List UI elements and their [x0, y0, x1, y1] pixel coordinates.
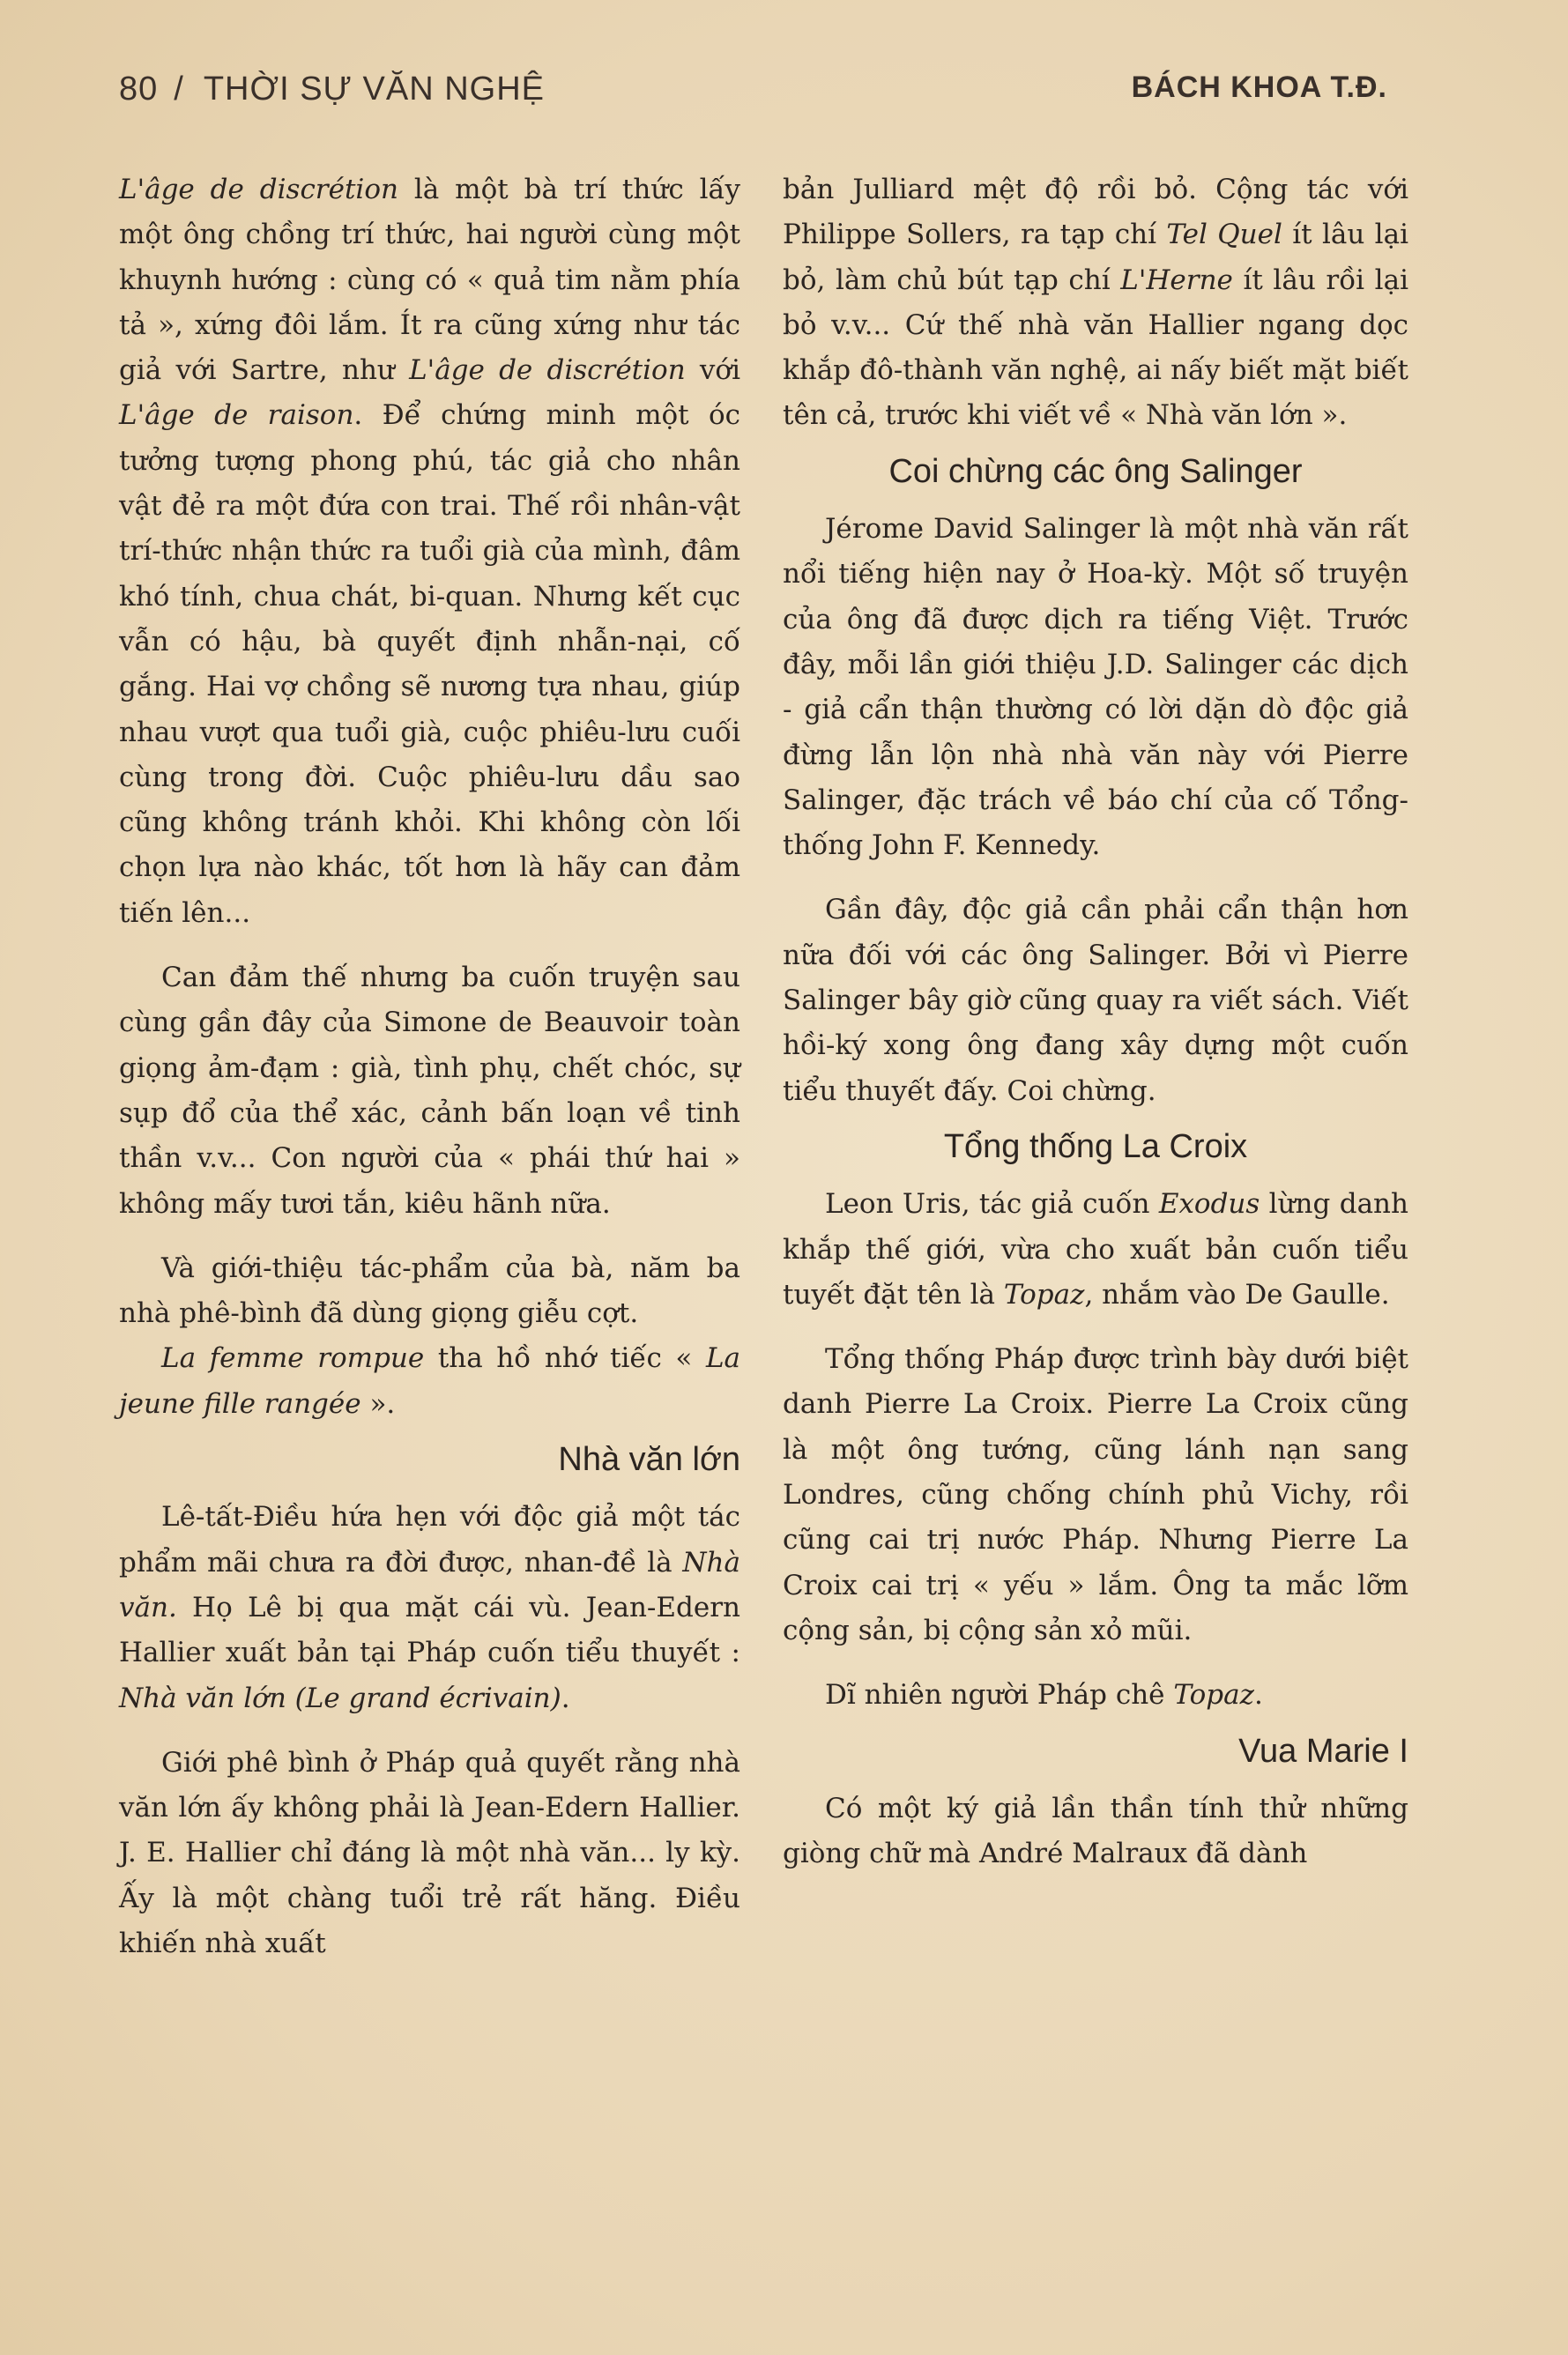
paragraph	[119, 1336, 740, 1427]
left-column	[119, 167, 740, 1966]
paragraph: Gần đây, độc giả cần phải cẩn thận hơn nữa đối với các ông Salinger. Bởi vì Pierre Salinger bây giờ cũng quay ra viết sách. Viết hồi-ký xong ông đang xây dựng một cuốn tiểu thuyết đấy. Coi chừng.	[783, 894, 1408, 1107]
text-span: ít lâu rồi lại bỏ v.v... Cứ thế nhà văn Hallier ngang dọc khắp đô-thành văn nghệ, ai nấy biết mặt biết tên cả, trước khi viết về « Nhà văn lớn ».	[783, 264, 1408, 432]
text-span: ít lâu lại bỏ, làm chủ bút tạp chí	[783, 219, 1408, 296]
section-heading: Coi chừng các ông Salinger	[888, 452, 1303, 490]
italic-title: Topaz	[1173, 1679, 1254, 1712]
text-span: với	[685, 354, 740, 387]
paragraph: Và giới-thiệu tác-phẩm của bà, năm ba nhà phê-bình đã dùng giọng giễu cợt.	[119, 1252, 740, 1330]
italic-title: L'âge de discrétion	[119, 174, 398, 205]
text-span: bản Julliard mệt độ rồi bỏ. Cộng tác với Philippe Sollers, ra tạp chí	[783, 174, 1408, 251]
paragraph: Can đảm thế nhưng ba cuốn truyện sau cùng gần đây của Simone de Beauvoir toàn giọng ảm-đạm : già, tình phụ, chết chóc, sự sụp đổ của thể xác, cảnh bấn loạn về tinh thần v.v... Con người của « phái thứ hai » không mấy tươi tắn, kiêu hãnh nữa.	[119, 962, 740, 1220]
page-number: 80	[119, 71, 159, 108]
paragraph	[783, 1182, 1408, 1318]
italic-title: L'âge de discrétion	[409, 354, 686, 387]
italic-title: Nhà văn lớn (Le grand écrivain)	[119, 1682, 561, 1714]
text-span: tha hồ nhớ tiếc «	[424, 1342, 706, 1375]
italic-title: Exodus	[1158, 1188, 1260, 1221]
paragraph: Có một ký giả lần thần tính thử những giòng chữ mà André Malraux đã dành	[783, 1792, 1408, 1870]
paragraph	[119, 1495, 740, 1720]
text-span: .	[1253, 1679, 1263, 1712]
right-column	[783, 167, 1408, 1876]
section-heading: Nhà văn lớn	[558, 1441, 740, 1479]
section-heading: Vua Marie I	[1238, 1732, 1408, 1770]
italic-title: La femme rompue	[161, 1342, 425, 1375]
header-separator: /	[174, 71, 184, 108]
text-span: Leon Uris, tác giả cuốn	[825, 1188, 1159, 1221]
text-span: là một bà trí thức lấy một ông chồng trí thức, hai người cùng một khuynh hướng : cùng có « quả tim nằm phía tả », xứng đôi lắm. Ít ra cũng xứng như tác giả với Sartre, như	[119, 174, 741, 387]
paragraph: Giới phê bình ở Pháp quả quyết rằng nhà văn lớn ấy không phải là Jean-Edern Hallier. J. E. Hallier chỉ đáng là một nhà văn... ly kỳ. Ấy là một chàng tuổi trẻ rất hăng. Điều khiến nhà xuất	[119, 1746, 740, 1959]
text-span: .	[561, 1682, 570, 1714]
header-left	[119, 71, 545, 108]
running-header	[119, 71, 1387, 123]
italic-title: L'Herne	[1120, 264, 1233, 296]
italic-title: Nhà văn.	[119, 1546, 740, 1623]
italic-title: Topaz	[1003, 1278, 1085, 1311]
text-span: Họ Lê bị qua mặt cái vù. Jean-Edern Hallier xuất bản tại Pháp cuốn tiểu thuyết :	[119, 1591, 740, 1669]
paragraph	[119, 167, 740, 936]
section-title: THỜI SỰ VĂN NGHỆ	[203, 71, 546, 108]
text-span: lừng danh khắp thế giới, vừa cho xuất bản cuốn tiểu tuyết đặt tên là	[783, 1188, 1408, 1311]
text-span: ».	[360, 1387, 396, 1420]
magazine-title: BÁCH KHOA T.Đ.	[1131, 71, 1387, 104]
text-span: . Để chứng minh một óc tưởng tượng phong phú, tác giả cho nhân vật đẻ ra một đứa con trai. Thế rồi nhân-vật trí-thức nhận thức ra tuổi già của mình, đâm khó tính, chua chát, bi-quan. Nhưng kết cục vẫn có hậu, bà quyết định nhẫn-nại, cố gắng. Hai vợ chồng sẽ nương tựa nhau, giúp nhau vượt qua tuổi già, cuộc phiêu-lưu cuối cùng trong đời. Cuộc phiêu-lưu dầu sao cũng không tránh khỏi. Khi không còn lối chọn lựa nào khác, tốt hơn là hãy can đảm tiến lên...	[119, 399, 740, 929]
paragraph	[783, 1673, 1408, 1718]
paragraph: Tổng thống Pháp được trình bày dưới biệt danh Pierre La Croix. Pierre La Croix cũng là một ông tướng, cũng lánh nạn sang Londres, cũng chống chính phủ Vichy, rồi cũng cai trị nước Pháp. Nhưng Pierre La Croix cai trị « yếu » lắm. Ông ta mắc lỡm cộng sản, bị cộng sản xỏ mũi.	[783, 1343, 1408, 1646]
section-heading: Tổng thống La Croix	[943, 1127, 1248, 1165]
text-span: , nhắm vào De Gaulle.	[1084, 1278, 1390, 1311]
italic-title: La jeune fille rangée	[119, 1342, 741, 1420]
text-span: Dĩ nhiên người Pháp chê	[825, 1679, 1174, 1712]
text-span: Lê-tất-Điều hứa hẹn với độc giả một tác phẩm mãi chưa ra đời được, nhan-đề là	[119, 1501, 740, 1579]
italic-title: L'âge de raison	[119, 399, 354, 432]
paragraph: Jérome David Salinger là một nhà văn rất nổi tiếng hiện nay ở Hoa-kỳ. Một số truyện của ông đã được dịch ra tiếng Việt. Trước đây, mỗi lần giới thiệu J.D. Salinger các dịch - giả cẩn thận thường có lời dặn dò độc giả đừng lẫn lộn nhà nhà văn này với Pierre Salinger, đặc trách về báo chí của cố Tổng-thống John F. Kennedy.	[783, 513, 1408, 862]
italic-title: Tel Quel	[1166, 219, 1282, 251]
paragraph	[783, 167, 1408, 439]
